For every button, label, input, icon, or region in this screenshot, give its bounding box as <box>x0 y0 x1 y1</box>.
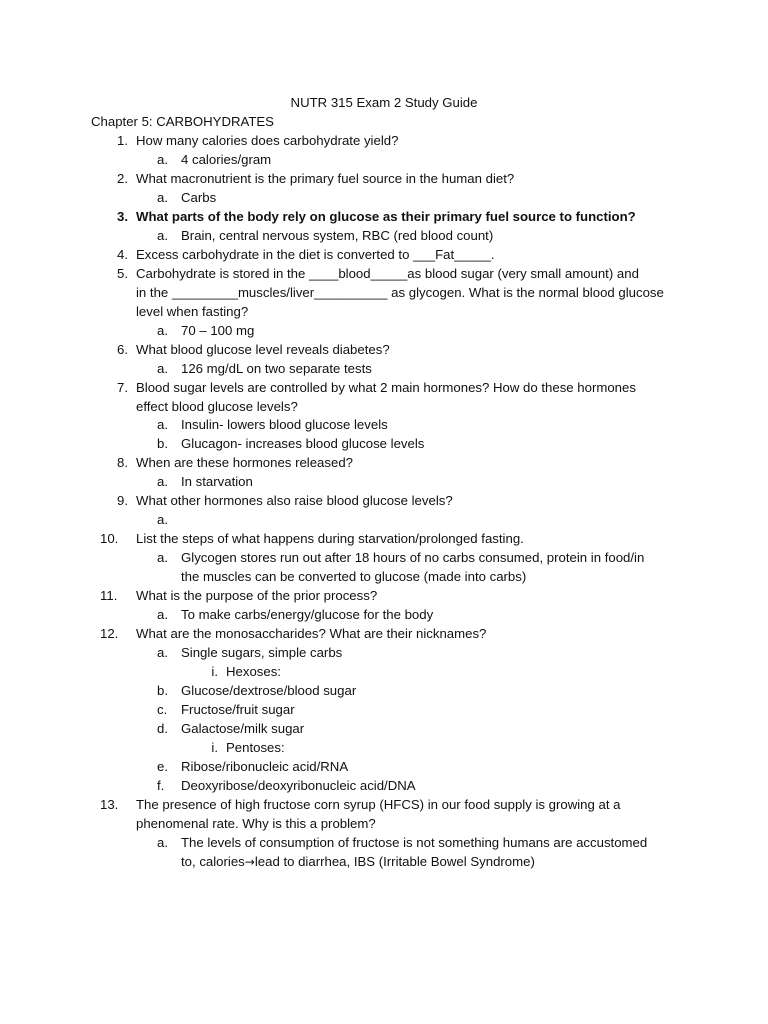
sub-numeral: i. <box>211 740 218 755</box>
question-text: What macronutrient is the primary fuel source in the human diet? <box>136 171 515 186</box>
question-text: How many calories does carbohydrate yield? <box>136 133 399 148</box>
answer-3a <box>157 227 494 245</box>
answer-13a-line-2: to, calories→lead to diarrhea, IBS (Irritable Bowel Syndrome) <box>181 854 535 869</box>
question-12 <box>100 625 487 643</box>
question-2 <box>117 170 515 188</box>
question-number: 8. <box>117 455 128 470</box>
answer-text: Glucose/dextrose/blood sugar <box>181 683 357 698</box>
question-number: 10. <box>100 531 119 546</box>
answer-12b <box>157 682 357 700</box>
chapter-heading: Chapter 5: CARBOHYDRATES <box>91 114 274 129</box>
question-10 <box>100 530 524 548</box>
question-3 <box>117 208 636 226</box>
answer-text: Carbs <box>181 190 217 205</box>
answer-2a <box>157 189 217 207</box>
answer-7b <box>157 435 425 453</box>
question-9 <box>117 492 453 510</box>
answer-text: Insulin- lowers blood glucose levels <box>181 417 388 432</box>
question-text: Carbohydrate is stored in the <box>136 266 309 281</box>
question-6 <box>117 341 390 359</box>
question-text: What are the monosaccharides? What are their nicknames? <box>136 626 487 641</box>
question-text: The presence of high fructose corn syrup (HFCS) in our food supply is growing at a <box>136 797 621 812</box>
question-number: 3. <box>117 209 128 224</box>
answer-text: 70 – 100 mg <box>181 323 255 338</box>
answer-6a <box>157 360 372 378</box>
answer-10a-line-2: the muscles can be converted to glucose (made into carbs) <box>181 569 527 584</box>
question-text: What blood glucose level reveals diabetes? <box>136 342 390 357</box>
answer-10a <box>157 549 645 567</box>
answer-text: Fructose/fruit sugar <box>181 702 295 717</box>
question-number: 7. <box>117 380 128 395</box>
question-text: Excess carbohydrate in the diet is converted to <box>136 247 414 262</box>
answer-letter: e. <box>157 759 168 774</box>
question-text: List the steps of what happens during starvation/prolonged fasting. <box>136 531 524 546</box>
question-5-line-3: level when fasting? <box>136 304 249 319</box>
question-number: 12. <box>100 626 119 641</box>
answer-text: Glycogen stores run out after 18 hours of no carbs consumed, protein in food/in <box>181 550 645 565</box>
answer-letter: f. <box>157 778 165 793</box>
answer-text: In starvation <box>181 474 253 489</box>
question-8 <box>117 454 353 472</box>
answer-text: to, calories <box>181 854 245 869</box>
right-arrow-icon: → <box>244 855 255 869</box>
question-number: 9. <box>117 493 128 508</box>
answer-12-subitem-hexoses <box>211 663 281 681</box>
question-5: 5. Carbohydrate is stored in the ____blood_____as blood sugar (very small amount) and <box>136 265 639 283</box>
page-title: NUTR 315 Exam 2 Study Guide <box>290 95 478 110</box>
answer-12c <box>157 701 295 719</box>
answer-11a <box>157 606 434 624</box>
answer-text: 4 calories/gram <box>181 152 272 167</box>
answer-letter: a. <box>157 323 168 338</box>
answer-letter: b. <box>157 436 168 451</box>
answer-text: The levels of consumption of fructose is not something humans are accustomed <box>181 835 648 850</box>
answer-letter: a. <box>157 228 168 243</box>
answer-text: Glucagon- increases blood glucose levels <box>181 436 425 451</box>
answer-letter: a. <box>157 607 168 622</box>
answer-text: To make carbs/energy/glucose for the body <box>181 607 434 622</box>
answer-letter: b. <box>157 683 168 698</box>
answer-text: Brain, central nervous system, RBC (red blood count) <box>181 228 494 243</box>
sub-numeral: i. <box>211 664 218 679</box>
fill-in-blank-answer: _________muscles/liver__________ <box>171 285 388 300</box>
answer-text: 126 mg/dL on two separate tests <box>181 361 372 376</box>
question-text: Blood sugar levels are controlled by what 2 main hormones? How do these hormones <box>136 380 636 395</box>
answer-letter: a. <box>157 512 168 527</box>
answer-12d <box>157 720 305 738</box>
answer-5a <box>157 322 255 340</box>
question-13 <box>100 796 621 814</box>
question-7 <box>117 379 636 397</box>
question-text: What is the purpose of the prior process? <box>136 588 378 603</box>
question-13-line-2: phenomenal rate. Why is this a problem? <box>136 816 376 831</box>
fill-in-blank-answer: ___Fat_____ <box>413 247 491 262</box>
question-number: 4. <box>117 247 128 262</box>
answer-1a <box>157 151 272 169</box>
question-5-line-2: in the _________muscles/liver__________ as glycogen. What is the normal blood glucose <box>136 285 664 300</box>
answer-letter: a. <box>157 550 168 565</box>
question-number: 6. <box>117 342 128 357</box>
question-text: in the <box>136 285 172 300</box>
answer-letter: a. <box>157 474 168 489</box>
answer-letter: a. <box>157 190 168 205</box>
answer-letter: a. <box>157 645 168 660</box>
question-text: What other hormones also raise blood glucose levels? <box>136 493 453 508</box>
answer-8a <box>157 473 253 491</box>
answer-7a <box>157 416 388 434</box>
question-number: 5. <box>117 266 128 281</box>
answer-text: Galactose/milk sugar <box>181 721 305 736</box>
question-text: When are these hormones released? <box>136 455 353 470</box>
answer-letter: d. <box>157 721 168 736</box>
answer-text: Single sugars, simple carbs <box>181 645 343 660</box>
answer-text: Deoxyribose/deoxyribonucleic acid/DNA <box>181 778 416 793</box>
fill-in-blank-answer: ____blood_____ <box>309 266 408 281</box>
question-4: 4. Excess carbohydrate in the diet is converted to ___Fat_____. <box>136 246 495 264</box>
question-number: 1. <box>117 133 128 148</box>
answer-letter: a. <box>157 417 168 432</box>
question-text: What parts of the body rely on glucose as their primary fuel source to function? <box>136 209 636 224</box>
sub-text: Pentoses: <box>226 740 285 755</box>
question-number: 11. <box>100 588 118 603</box>
answer-letter: a. <box>157 835 168 850</box>
answer-12f <box>157 777 416 795</box>
answer-12-subitem-pentoses <box>211 739 285 757</box>
answer-text: Ribose/ribonucleic acid/RNA <box>181 759 349 774</box>
answer-letter: c. <box>157 702 168 717</box>
answer-13a <box>157 834 648 852</box>
answer-12e <box>157 758 349 776</box>
question-number: 13. <box>100 797 119 812</box>
question-7-line-2: effect blood glucose levels? <box>136 399 298 414</box>
answer-12a <box>157 644 343 662</box>
question-11 <box>100 587 378 605</box>
question-1 <box>117 132 399 150</box>
answer-letter: a. <box>157 152 168 167</box>
answer-letter: a. <box>157 361 168 376</box>
question-number: 2. <box>117 171 128 186</box>
sub-text: Hexoses: <box>226 664 281 679</box>
